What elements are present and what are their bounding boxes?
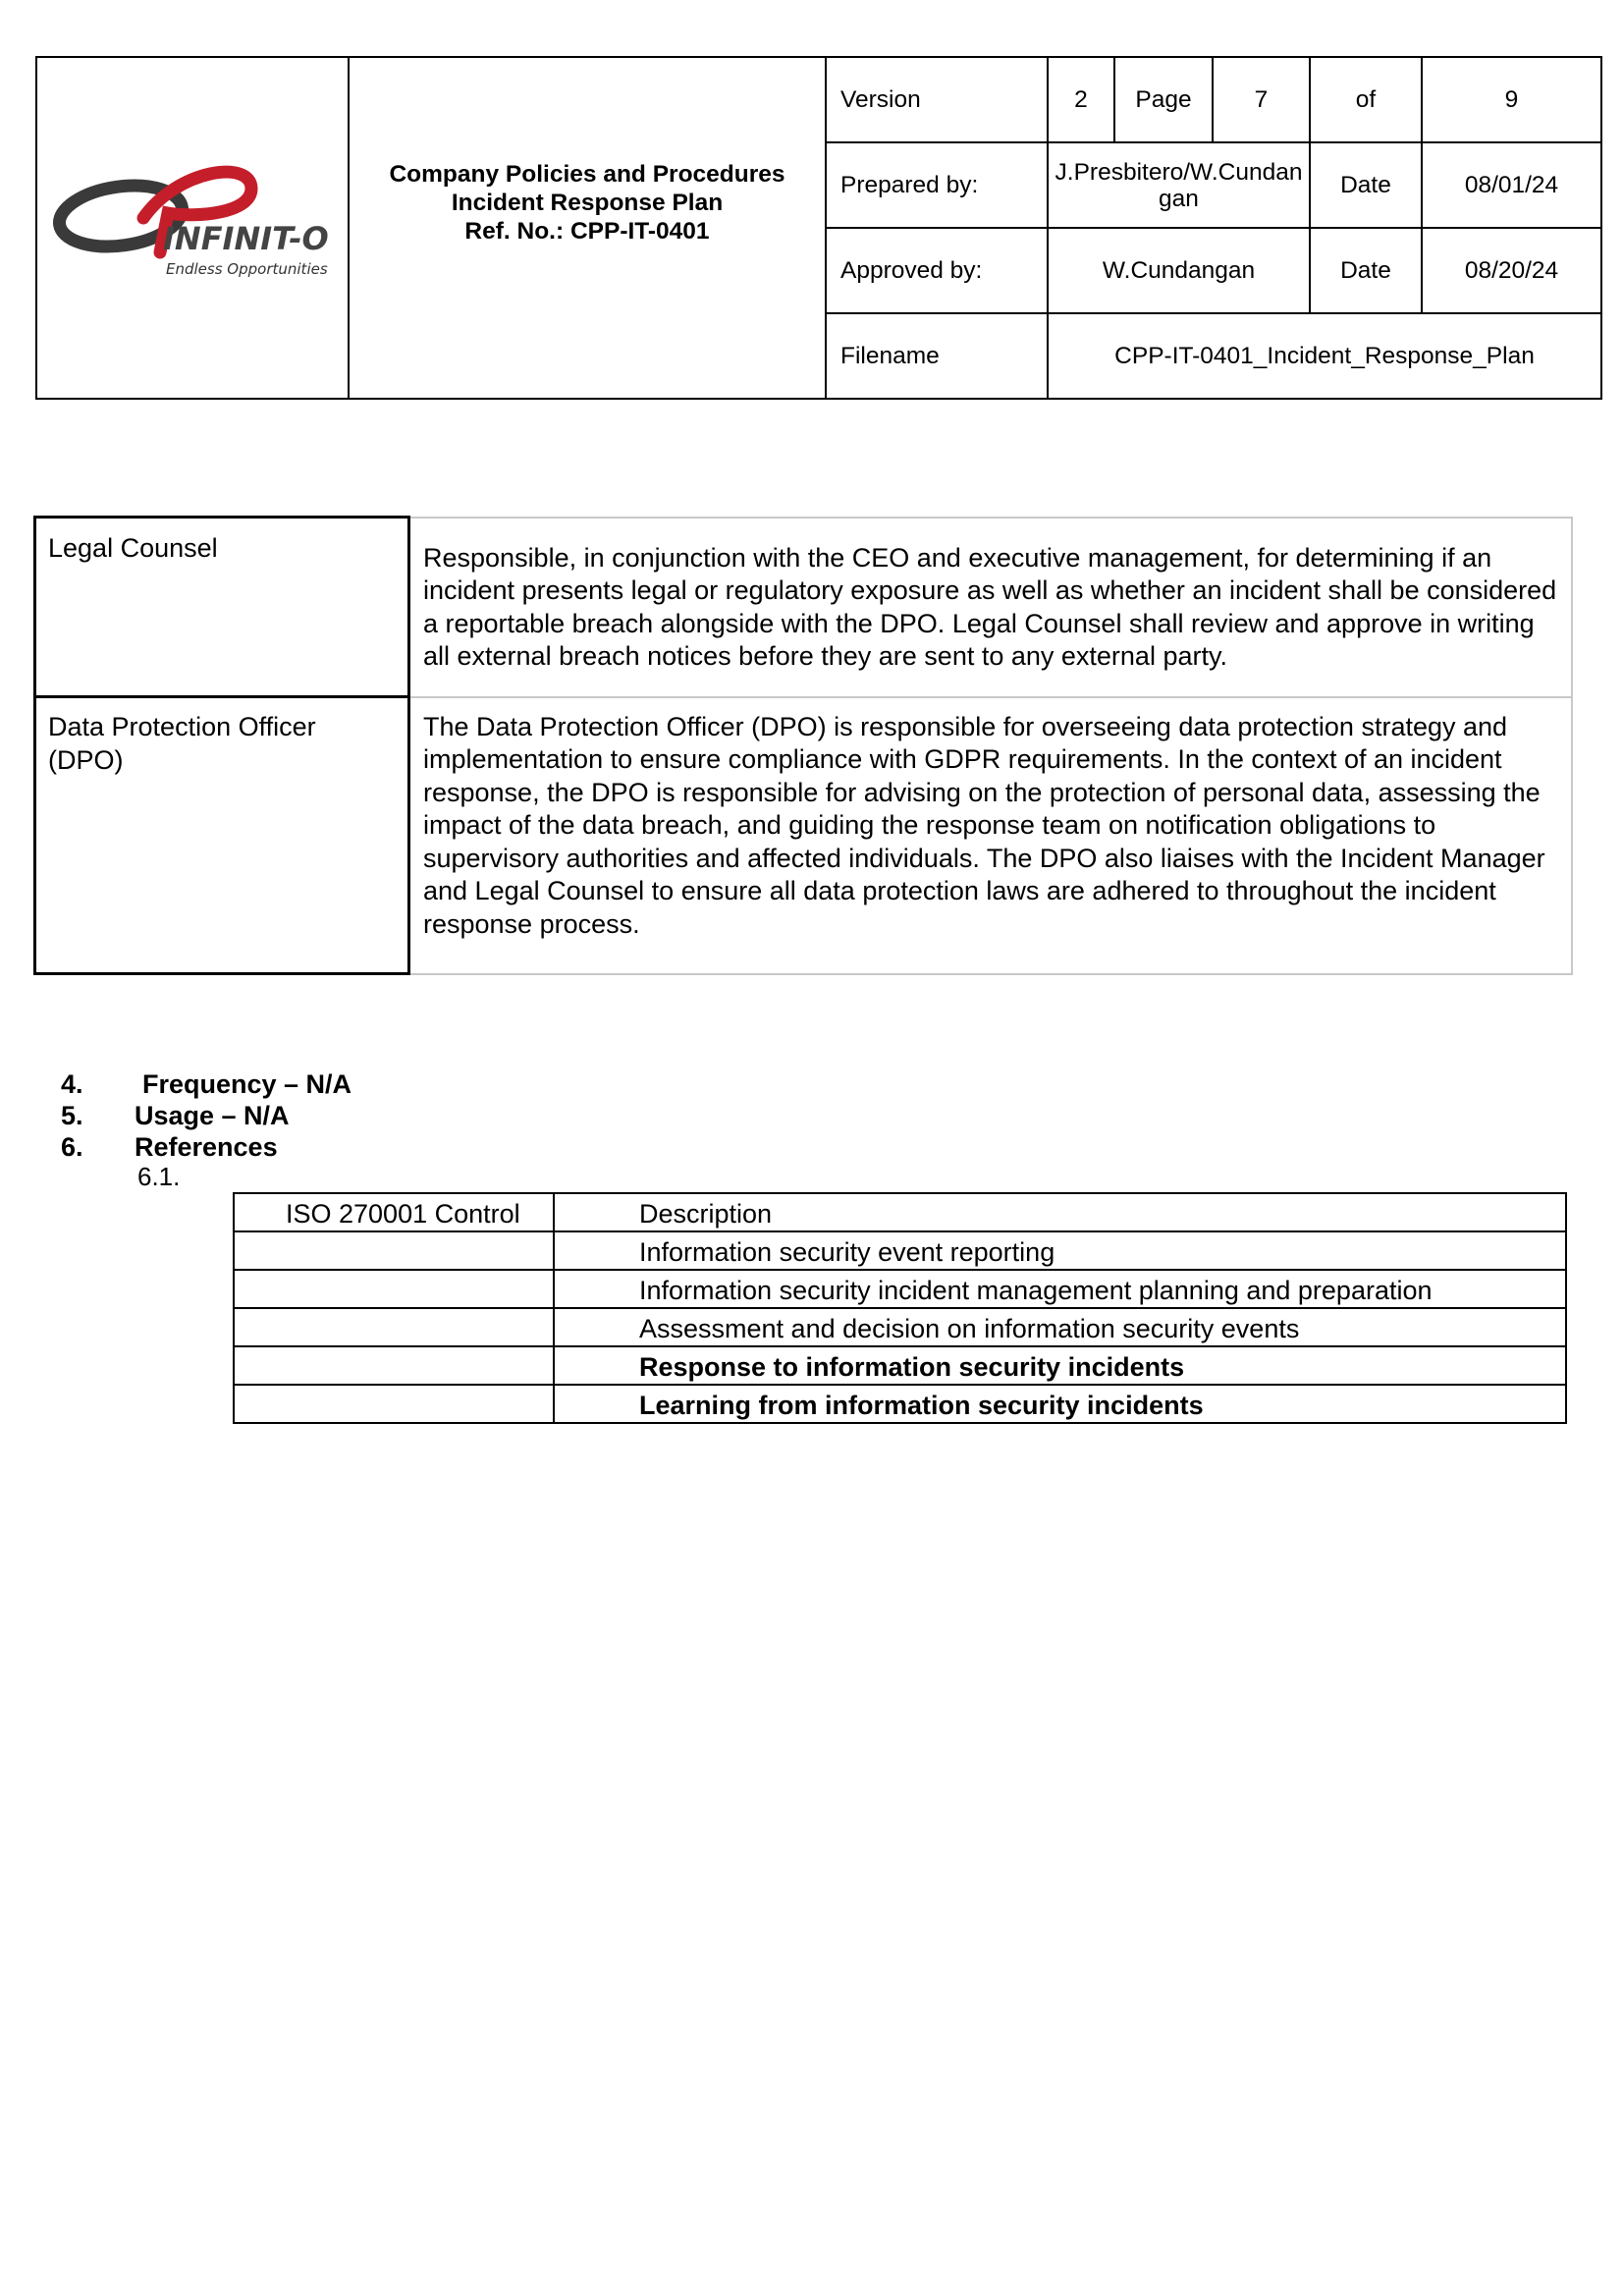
references-table xyxy=(233,1192,1567,1424)
document-title xyxy=(350,58,827,398)
document-control-grid xyxy=(827,58,1600,398)
control-cell xyxy=(234,1385,554,1423)
description-cell: Information security incident management planning and preparation xyxy=(554,1270,1566,1308)
role-name: Data Protection Officer (DPO) xyxy=(35,697,409,974)
control-cell xyxy=(234,1346,554,1385)
approved-date-label: Date xyxy=(1311,229,1423,312)
prepared-value: J.Presbitero/W.Cundangan xyxy=(1049,143,1311,227)
section-number: 5. xyxy=(61,1101,83,1130)
description-cell: Assessment and decision on information security events xyxy=(554,1308,1566,1346)
approved-value: W.Cundangan xyxy=(1049,229,1311,312)
title-line-2: Incident Response Plan xyxy=(451,189,724,216)
filename-row xyxy=(827,314,1600,398)
control-cell xyxy=(234,1308,554,1346)
description-cell: Information security event reporting xyxy=(554,1231,1566,1270)
column-header-description: Description xyxy=(554,1193,1566,1231)
prepared-date-label: Date xyxy=(1311,143,1423,227)
table-row xyxy=(234,1346,1566,1385)
prepared-label: Prepared by: xyxy=(827,143,1049,227)
version-label: Version xyxy=(827,58,1049,141)
prepared-date-value: 08/01/24 xyxy=(1464,172,1559,198)
logo-brand: INFINIT-O xyxy=(163,220,329,257)
table-row xyxy=(234,1308,1566,1346)
role-description: The Data Protection Officer (DPO) is responsible for overseeing data protection strategy and implementation to ensure compliance with GDPR requirements. In the context of an incident response, the DPO is responsible for advising on the protection of personal data, assessing the impact of the data breach, and guiding the response team on notification obligations to supervisory authorities and affected individuals. The DPO also liaises with the Incident Manager and Legal Counsel to ensure all data protection laws are adhered to throughout the incident response process. xyxy=(409,697,1573,974)
table-row xyxy=(35,697,1573,974)
section-title: References xyxy=(135,1132,278,1162)
role-name: Legal Counsel xyxy=(35,518,409,697)
section-number: 4. xyxy=(61,1069,83,1099)
version-row xyxy=(827,58,1600,143)
description-cell: Learning from information security incidents xyxy=(554,1385,1566,1423)
control-cell xyxy=(234,1231,554,1270)
approved-label: Approved by: xyxy=(827,229,1049,312)
column-header-control: ISO 270001 Control xyxy=(234,1193,554,1231)
logo-tagline: Endless Opportunities xyxy=(166,260,328,278)
description-cell: Response to information security incidents xyxy=(554,1346,1566,1385)
of-label: of xyxy=(1311,58,1423,141)
page-label: Page xyxy=(1115,58,1214,141)
version-value: 2 xyxy=(1049,58,1115,141)
filename-label: Filename xyxy=(827,314,1049,398)
role-description: Responsible, in conjunction with the CEO and executive management, for determining if an incident presents legal or regulatory exposure as well as whether an incident shall be considered a reportable breach alongside with the DPO. Legal Counsel shall review and approve in writing all external breach notices before they are sent to any external party. xyxy=(409,518,1573,697)
approved-date-value: 08/20/24 xyxy=(1464,257,1559,284)
control-cell xyxy=(234,1270,554,1308)
total-pages: 9 xyxy=(1504,86,1519,113)
table-row xyxy=(35,518,1573,697)
table-row xyxy=(234,1231,1566,1270)
prepared-row xyxy=(827,143,1600,229)
page-value: 7 xyxy=(1214,58,1311,141)
title-line-1: Company Policies and Procedures xyxy=(389,160,785,188)
subsection-number: 6.1. xyxy=(137,1162,181,1191)
logo-cell xyxy=(37,58,350,398)
table-row xyxy=(234,1385,1566,1423)
table-row xyxy=(234,1270,1566,1308)
infinit-o-logo xyxy=(50,159,335,297)
approved-row xyxy=(827,229,1600,314)
section-title: Usage – N/A xyxy=(135,1101,290,1130)
section-number: 6. xyxy=(61,1132,83,1162)
table-header-row xyxy=(234,1193,1566,1231)
roles-table xyxy=(33,516,1573,975)
filename-value: CPP-IT-0401_Incident_Response_Plan xyxy=(1114,343,1535,369)
document-header xyxy=(35,56,1602,400)
title-line-3: Ref. No.: CPP-IT-0401 xyxy=(464,217,710,245)
section-title: Frequency – N/A xyxy=(142,1069,352,1099)
